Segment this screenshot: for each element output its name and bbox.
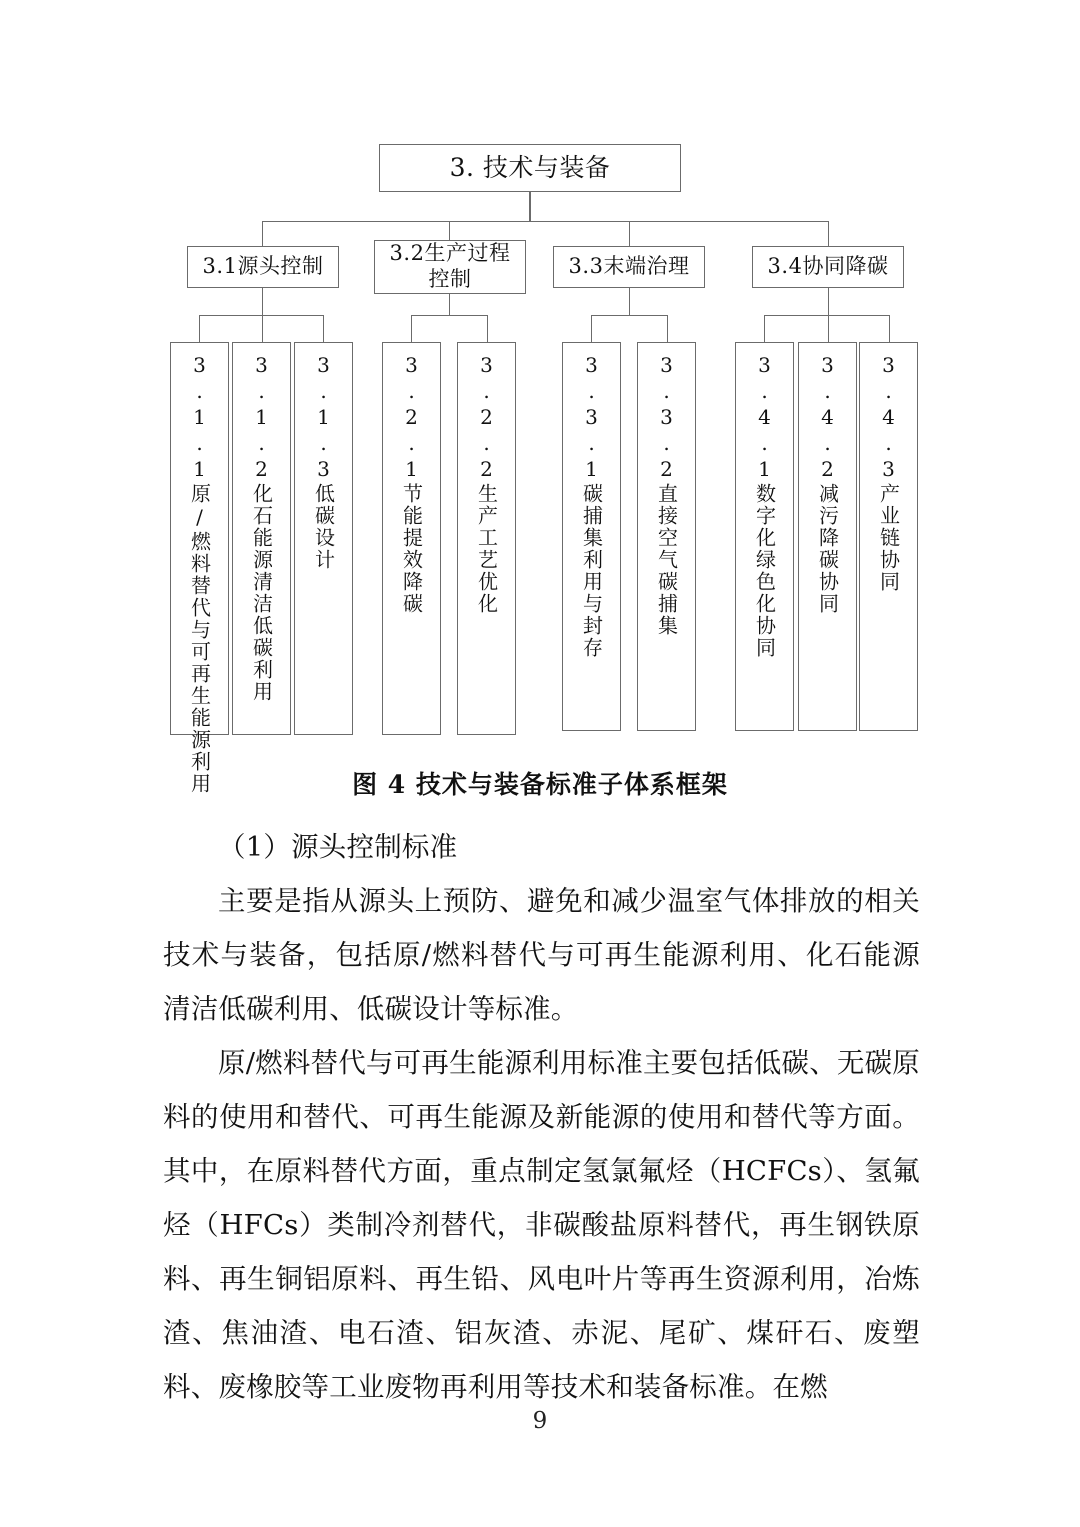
edge-drop-branch-1	[262, 221, 263, 247]
tree-leaf-3-2-1: 3.2.1节能提效降碳	[382, 342, 441, 735]
edge-branch3-stem	[629, 288, 630, 316]
edge-root-bus	[262, 221, 829, 222]
edge-branch1-stem	[262, 288, 263, 316]
edge-branch2-stem	[449, 294, 450, 316]
edge-branch2-drop-2	[487, 315, 488, 342]
tree-node-branch-1: 3.1源头控制	[187, 246, 339, 288]
tree-leaf-3-4-1: 3.4.1数字化绿色化协同	[735, 342, 794, 731]
tree-leaf-3-4-3: 3.4.3产业链协同	[859, 342, 918, 731]
edge-branch2-bus	[411, 315, 488, 316]
body-text-column	[163, 820, 920, 1414]
tree-leaf-3-1-2: 3.1.2化石能源清洁低碳利用	[232, 342, 291, 735]
figure-caption: 图 4 技术与装备标准子体系框架	[352, 770, 728, 799]
tree-node-branch-2: 3.2生产过程控制	[374, 240, 526, 294]
page-number: 9	[532, 1408, 548, 1434]
tree-leaf-3-3-1: 3.3.1碳捕集利用与封存	[562, 342, 621, 731]
edge-branch1-drop-1	[199, 315, 200, 342]
edge-branch3-drop-2	[667, 315, 668, 342]
tree-leaf-3-1-1: 3.1.1原/燃料替代与可再生能源利用	[170, 342, 229, 735]
edge-branch3-drop-1	[591, 315, 592, 342]
edge-branch1-drop-2	[262, 315, 263, 342]
tree-node-branch-3: 3.3末端治理	[553, 246, 705, 288]
edge-branch2-drop-1	[411, 315, 412, 342]
tree-leaf-3-1-3: 3.1.3低碳设计	[294, 342, 353, 735]
tree-node-root: 3. 技术与装备	[379, 144, 681, 192]
paragraph-1: 主要是指从源头上预防、避免和减少温室气体排放的相关技术与装备，包括原/燃料替代与可再生能源利用、化石能源清洁低碳利用、低碳设计等标准。	[163, 885, 920, 1025]
edge-branch1-drop-3	[323, 315, 324, 342]
tree-leaf-3-4-2: 3.4.2减污降碳协同	[798, 342, 857, 731]
tree-leaf-3-3-2: 3.3.2直接空气碳捕集	[637, 342, 696, 731]
paragraph-2: 原/燃料替代与可再生能源利用标准主要包括低碳、无碳原料的使用和替代、可再生能源及新能源的使用和替代等方面。其中，在原料替代方面，重点制定氢氯氟烃（HCFCs）、氢氟烃（HFCs）类制冷剂替代，非碳酸盐原料替代，再生钢铁原料、再生铜铝原料、再生铅、风电叶片等再生资源利用，冶炼渣、焦油渣、电石渣、铝灰渣、赤泥、尾矿、煤矸石、废塑料、废橡胶等工业废物再利用等技术和装备标准。在燃	[163, 1047, 920, 1403]
tree-node-branch-4: 3.4协同降碳	[752, 246, 904, 288]
edge-branch4-drop-3	[889, 315, 890, 342]
tree-leaf-3-2-2: 3.2.2生产工艺优化	[457, 342, 516, 735]
edge-branch4-drop-1	[764, 315, 765, 342]
edge-drop-branch-4	[828, 221, 829, 247]
edge-drop-branch-3	[629, 221, 630, 247]
edge-root-stem	[529, 192, 530, 222]
edge-branch4-drop-2	[828, 315, 829, 342]
edge-branch4-stem	[828, 288, 829, 316]
edge-branch3-bus	[591, 315, 668, 316]
section-heading-1: （1）源头控制标准	[218, 831, 458, 863]
